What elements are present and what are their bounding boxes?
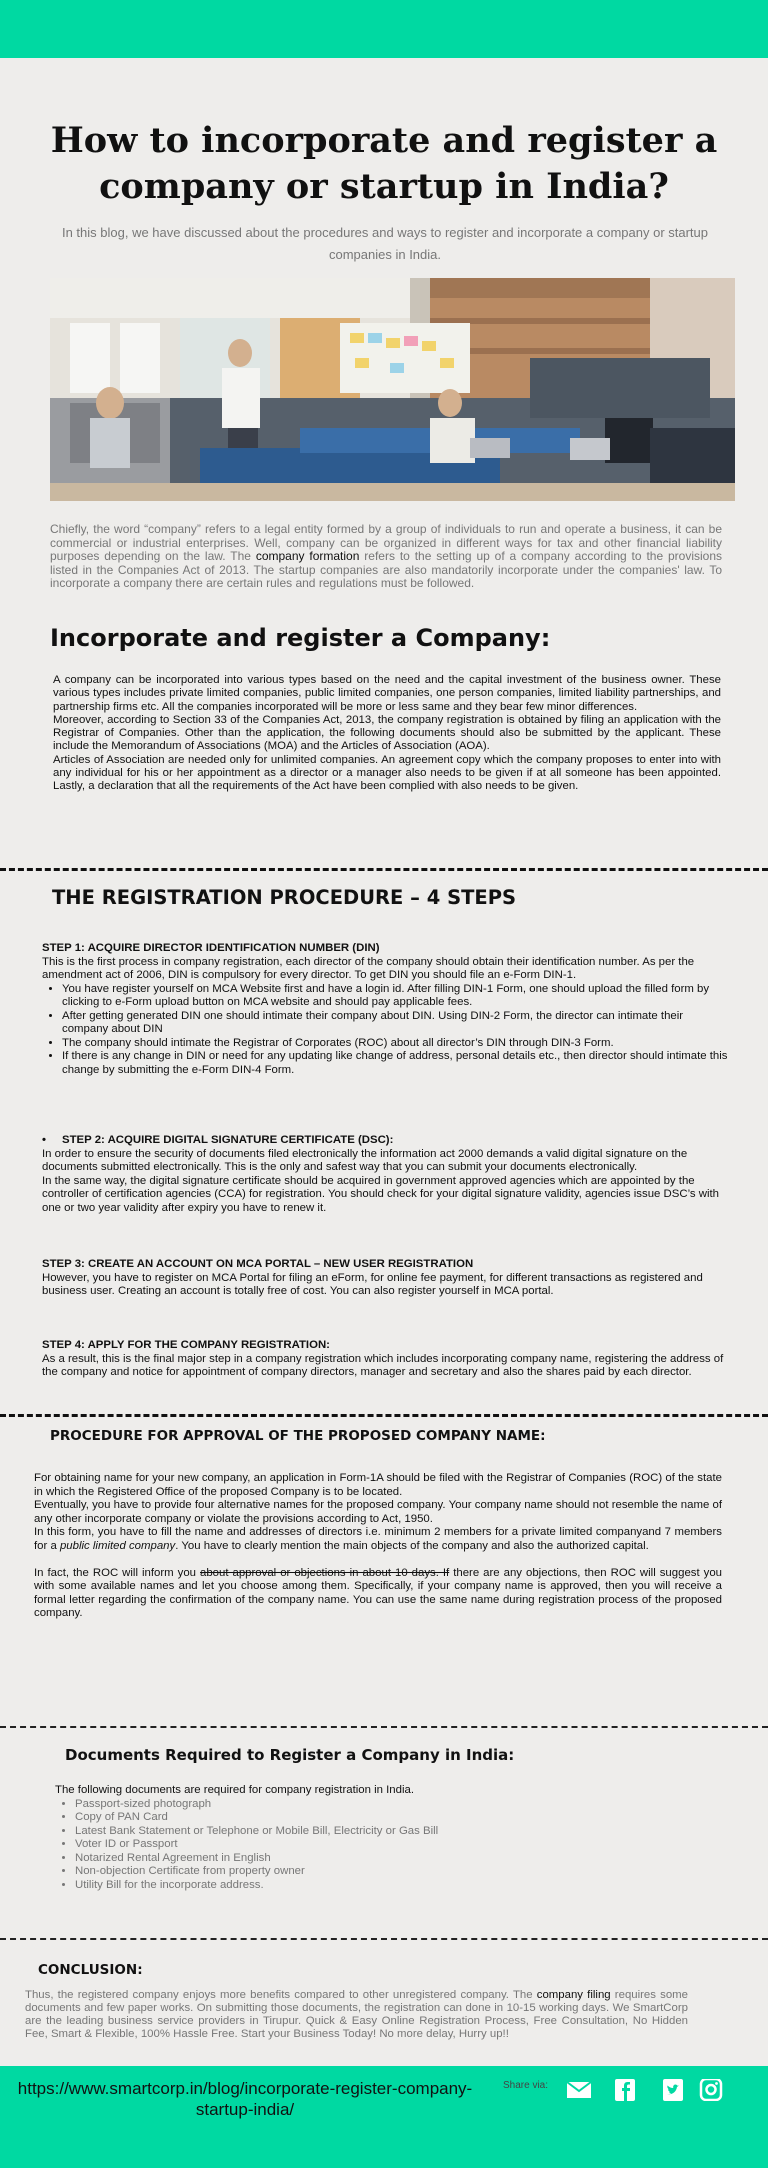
list-item: • Voter ID or Passport xyxy=(75,1838,715,1852)
intro-paragraph: Chiefly, the word “company” refers to a legal entity formed by a group of individuals to run and operate a business, it can be commercial or industrial enterprises. Well, company can be organized in different ways for tax and other financial liability purposes depending on the law. The company formation refers to the setting up of a company according to the provisions listed in the Companies Act of 2013. The startup companies are also mandatorily incorporate under the companies' law. To incorporate a company there are certain rules and regulations must be followed. xyxy=(50,522,723,590)
approval-heading: PROCEDURE FOR APPROVAL OF THE PROPOSED COMPANY NAME: xyxy=(50,1428,546,1444)
email-icon[interactable] xyxy=(566,2079,592,2101)
list-item: • Non-objection Certificate from property owner xyxy=(75,1865,715,1879)
step-2-title: • STEP 2: ACQUIRE DIGITAL SIGNATURE CERTIFICATE (DSC): xyxy=(42,1134,394,1146)
step-1-bullets xyxy=(42,983,732,1078)
section-divider xyxy=(0,1414,768,1417)
step-2-section: • STEP 2: ACQUIRE DIGITAL SIGNATURE CERTIFICATE (DSC): In order to ensure the security of documents filed electronically the information act 2000 demands a valid digital signature on the documents submitted electronically. This is the only and safest way that you can submit your documents electronically. In the same way, the digital signature certificate should be acquired in government approved agencies which are appointed by the controller of certification agencies (CCA) for registration. You should check for your digital signature validity, agencies issue DSC’s with one or two year validity after expiry you have to renew it. xyxy=(42,1134,732,1215)
step-4-section: STEP 4: APPLY FOR THE COMPANY REGISTRATION: As a result, this is the final major step in a company registration which includes incorporating company name, registering the address of the company and notice for appointment of company directors, manager and secretary and also the shares paid by each director. xyxy=(42,1339,732,1380)
section-divider xyxy=(0,1726,768,1728)
list-item: • Copy of PAN Card xyxy=(75,1811,715,1825)
list-item: • Latest Bank Statement or Telephone or Mobile Bill, Electricity or Gas Bill xyxy=(75,1825,715,1839)
step-3-title: STEP 3: CREATE AN ACCOUNT ON MCA PORTAL – NEW USER REGISTRATION xyxy=(42,1258,474,1270)
procedure-heading: THE REGISTRATION PROCEDURE – 4 STEPS xyxy=(52,886,517,909)
list-item: • If there is any change in DIN or need for any updating like change of address, personal details etc., then director should intimate this change by submitting the e-Form DIN-4 Form. xyxy=(62,1050,732,1077)
incorporate-body: A company can be incorporated into various types based on the need and the capital investment of the business owner. These various types includes private limited companies, public limited companies, one person companies, limited liability partnerships, and partnership firms etc. All the companies incorporated will be more or less same and they bear few minor differences. Moreover, according to Section 33 of the Companies Act, 2013, the company registration is obtained by filing an application with the Registrar of Companies. Other than the application, the following documents should also be submitted by the applicant. These include the Memorandum of Associations (MOA) and the Articles of Association (AOA). Articles of Association are needed only for unlimited companies. An agreement copy which the company proposes to enter into with any individual for his or her appointment as a director or a manager also needs to be given if at all someone has been appointed. Lastly, a declaration that all the requirements of the Act have been complied with also needs to be given. xyxy=(53,674,721,793)
company-filing-link[interactable]: company filing xyxy=(536,1989,611,2001)
section-divider xyxy=(0,1938,768,1940)
hero-image-office-meeting xyxy=(50,278,735,501)
step-1-title: STEP 1: ACQUIRE DIRECTOR IDENTIFICATION NUMBER (DIN) xyxy=(42,942,380,954)
list-item: • Utility Bill for the incorporate address. xyxy=(75,1879,715,1893)
step-4-title: STEP 4: APPLY FOR THE COMPANY REGISTRATION: xyxy=(42,1339,330,1351)
list-item: • Passport-sized photograph xyxy=(75,1798,715,1812)
documents-list xyxy=(55,1798,715,1893)
list-item: • After getting generated DIN one should intimate their company about DIN. Using DIN-2 Form, the director can intimate their company about DIN xyxy=(62,1010,732,1037)
list-item: • Notarized Rental Agreement in English xyxy=(75,1852,715,1866)
section-divider xyxy=(0,868,768,871)
footer-bar xyxy=(0,2066,768,2168)
instagram-icon[interactable] xyxy=(698,2079,724,2101)
conclusion-heading: CONCLUSION: xyxy=(38,1962,143,1978)
step-3-section: STEP 3: CREATE AN ACCOUNT ON MCA PORTAL – NEW USER REGISTRATION However, you have to register on MCA Portal for filing an eForm, for online fee payment, for different transactions as registered and business user. Creating an account is totally free of cost. You can also register yourself in MCA portal. xyxy=(42,1258,732,1299)
twitter-icon[interactable] xyxy=(660,2079,686,2101)
top-banner xyxy=(0,0,768,58)
conclusion-body: Thus, the registered company enjoys more benefits compared to other unregistered company. The company filing requires some documents and few paper works. On submitting those documents, the registration can done in 10-15 working days. We SmartCorp are the leading business service providers in Tirupur. Quick & Easy Online Registration Process, Free Consultation, No Hidden Fee, Smart & Flexible, 100% Hassle Free. Start your Business Today! No more delay, Hurry up!! xyxy=(25,1989,689,2040)
facebook-icon[interactable] xyxy=(612,2079,638,2101)
documents-body: The following documents are required for company registration in India. • Passport-sized photograph • Copy of PAN Card • Latest Bank Statement or Telephone or Mobile Bill, Electricity or Gas Bill • Voter ID or Passport • Notarized Rental Agreement in English • Non-objection Certificate from property owner • Utility Bill for the incorporate address. xyxy=(55,1784,715,1892)
company-formation-link[interactable]: company formation xyxy=(255,549,360,563)
incorporate-heading: Incorporate and register a Company: xyxy=(50,624,551,652)
list-item: • The company should intimate the Registrar of Corporates (ROC) about all director’s DIN through DIN-3 Form. xyxy=(62,1037,732,1051)
page-title: How to incorporate and register a company or startup in India? xyxy=(50,120,718,207)
step-1-section: STEP 1: ACQUIRE DIRECTOR IDENTIFICATION NUMBER (DIN) This is the first process in company registration, each director of the company should obtain their identification number. As per the amendment act of 2006, DIN is compulsory for every director. To get DIN you should file an e-Form DIN-1. • You have register yourself on MCA Website first and have a login id. After filling DIN-1 Form, one should upload the filled form by clicking to e-Form upload button on MCA website and should pay applicable fees. • After getting generated DIN one should intimate their company about DIN. Using DIN-2 Form, the director can intimate their company about DIN • The company should intimate the Registrar of Corporates (ROC) about all director’s DIN through DIN-3 Form. • If there is any change in DIN or need for any updating like change of address, personal details etc., then director should intimate this change by submitting the e-Form DIN-4 Form. xyxy=(42,942,732,1077)
share-label: Share via: xyxy=(503,2080,549,2091)
documents-heading: Documents Required to Register a Company in India: xyxy=(65,1746,515,1764)
page-url-link[interactable]: https://www.smartcorp.in/blog/incorporate-register-company-startup-india/ xyxy=(17,2079,473,2119)
page-subtitle: In this blog, we have discussed about the procedures and ways to register and incorporate a company or startup companies in India. xyxy=(61,225,709,262)
list-item: • You have register yourself on MCA Website first and have a login id. After filling DIN-1 Form, one should upload the filled form by clicking to e-Form upload button on MCA website and should pay applicable fees. xyxy=(62,983,732,1010)
approval-body: For obtaining name for your new company, an application in Form-1A should be filed with the Registrar of Companies (ROC) of the state in which the Registered Office of the proposed Company is to be located. Eventually, you have to provide four alternative names for the proposed company. Your company name should not resemble the name of any other incorporate company or violate the provisions according to Act, 1950. In this form, you have to fill the name and addresses of directors i.e. minimum 2 members for a private limited companyand 7 members for a public limited company. You have to clearly mention the main objects of the company and also the authorized capital. In fact, the ROC will inform you about approval or objections in about 10 days. If there are any objections, then ROC will suggest you with some available names and let you choose among them. Specifically, if your company name is approved, then you will receive a formal letter regarding the confirmation of the company name. You can use the same name during registration process of the proposed company. xyxy=(34,1472,722,1619)
